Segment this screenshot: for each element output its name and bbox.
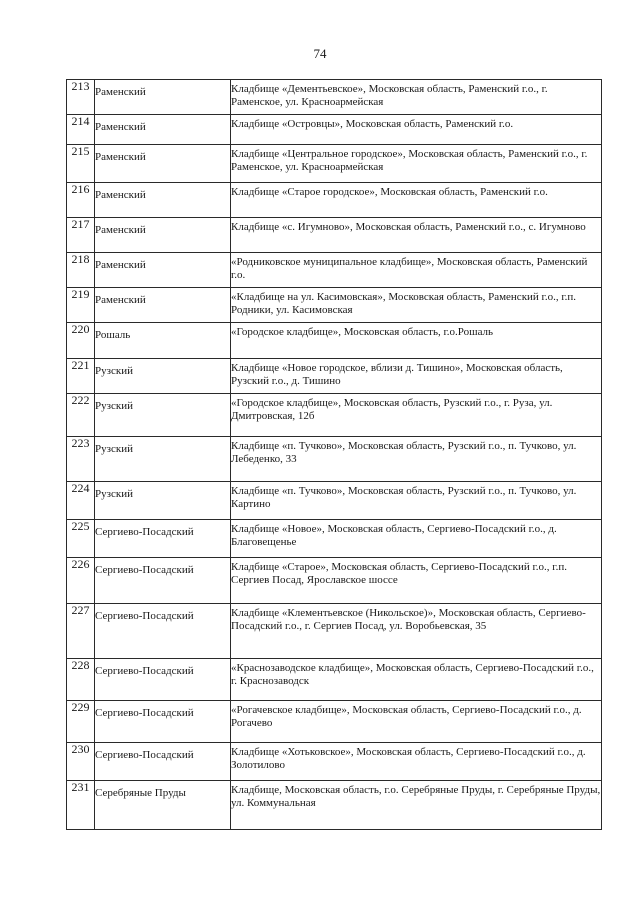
description-cell — [231, 482, 602, 520]
row-number: 224 — [71, 481, 90, 495]
row-number-cell — [67, 115, 95, 145]
table-row — [67, 323, 602, 359]
district-cell — [95, 394, 231, 437]
district-name: Сергиево-Посадский — [95, 749, 194, 761]
row-number: 213 — [71, 79, 90, 93]
cemetery-description: Кладбище «п. Тучково», Московская область, Рузский г.о., п. Тучково, ул. Картино — [231, 485, 577, 510]
cemetery-description: Кладбище «Клементьевское (Никольское)», Московская область, Сергиево-Посадский г.о., г. Сергиев Посад, ул. Воробьевская, 35 — [231, 607, 586, 632]
district-cell — [95, 253, 231, 288]
district-cell — [95, 80, 231, 115]
district-cell — [95, 743, 231, 781]
cemetery-description: «Городское кладбище», Московская область, Рузский г.о., г. Руза, ул. Дмитровская, 12б — [231, 397, 553, 422]
cemetery-description: Кладбище «Старое городское», Московская область, Раменский г.о. — [231, 186, 548, 198]
district-name: Рошаль — [95, 329, 131, 341]
row-number-cell — [67, 323, 95, 359]
district-name: Рузский — [95, 400, 133, 412]
district-cell — [95, 482, 231, 520]
description-cell — [231, 288, 602, 323]
row-number: 230 — [71, 742, 90, 756]
row-number: 215 — [71, 144, 90, 158]
row-number-cell — [67, 288, 95, 323]
description-cell — [231, 145, 602, 183]
row-number-cell — [67, 145, 95, 183]
district-cell — [95, 183, 231, 218]
row-number-cell — [67, 437, 95, 482]
row-number-cell — [67, 359, 95, 394]
district-name: Раменский — [95, 294, 146, 306]
description-cell — [231, 80, 602, 115]
cemetery-description: Кладбище «Центральное городское», Московская область, Раменский г.о., г. Раменское, ул. Красноармейская — [231, 148, 588, 173]
description-cell — [231, 437, 602, 482]
district-name: Сергиево-Посадский — [95, 526, 194, 538]
row-number-cell — [67, 604, 95, 659]
description-cell — [231, 323, 602, 359]
district-name: Серебряные Пруды — [95, 787, 186, 799]
row-number: 229 — [71, 700, 90, 714]
table-row — [67, 482, 602, 520]
row-number: 225 — [71, 519, 90, 533]
district-cell — [95, 520, 231, 558]
description-cell — [231, 218, 602, 253]
row-number: 231 — [71, 780, 90, 794]
district-cell — [95, 115, 231, 145]
row-number: 218 — [71, 252, 90, 266]
cemetery-description: Кладбище «Островцы», Московская область, Раменский г.о. — [231, 118, 514, 130]
description-cell — [231, 604, 602, 659]
row-number-cell — [67, 394, 95, 437]
description-cell — [231, 394, 602, 437]
row-number-cell — [67, 781, 95, 830]
district-name: Рузский — [95, 443, 133, 455]
district-cell — [95, 558, 231, 604]
description-cell — [231, 558, 602, 604]
row-number-cell — [67, 183, 95, 218]
description-cell — [231, 659, 602, 701]
page-number: 74 — [313, 46, 327, 61]
table-row — [67, 558, 602, 604]
district-name: Раменский — [95, 224, 146, 236]
district-name: Раменский — [95, 151, 146, 163]
description-cell — [231, 781, 602, 830]
row-number-cell — [67, 253, 95, 288]
table-row — [67, 520, 602, 558]
district-name: Раменский — [95, 189, 146, 201]
row-number-cell — [67, 659, 95, 701]
cemetery-description: «Краснозаводское кладбище», Московская область, Сергиево-Посадский г.о., г. Краснозаводск — [231, 662, 594, 687]
row-number: 221 — [71, 358, 90, 372]
cemetery-description: Кладбище «Старое», Московская область, Сергиево-Посадский г.о., г.п. Сергиев Посад, Ярославское шоссе — [231, 561, 567, 586]
table-row — [67, 359, 602, 394]
row-number: 214 — [71, 114, 90, 128]
district-name: Раменский — [95, 259, 146, 271]
description-cell — [231, 183, 602, 218]
row-number: 220 — [71, 322, 90, 336]
description-cell — [231, 520, 602, 558]
table-row — [67, 394, 602, 437]
district-cell — [95, 323, 231, 359]
district-name: Раменский — [95, 86, 146, 98]
table-row — [67, 743, 602, 781]
cemetery-description: «Родниковское муниципальное кладбище», Московская область, Раменский г.о. — [231, 256, 588, 281]
table-row — [67, 183, 602, 218]
district-cell — [95, 288, 231, 323]
district-name: Рузский — [95, 365, 133, 377]
description-cell — [231, 115, 602, 145]
row-number: 223 — [71, 436, 90, 450]
cemetery-description: Кладбище «Новое городское, вблизи д. Тишино», Московская область, Рузский г.о., д. Тишино — [231, 362, 563, 387]
cemetery-description: «Рогачевское кладбище», Московская область, Сергиево-Посадский г.о., д. Рогачево — [231, 704, 582, 729]
row-number: 222 — [71, 393, 90, 407]
table-row — [67, 253, 602, 288]
table-row — [67, 604, 602, 659]
table-row — [67, 115, 602, 145]
table-row — [67, 659, 602, 701]
table-row — [67, 145, 602, 183]
description-cell — [231, 701, 602, 743]
row-number: 227 — [71, 603, 90, 617]
row-number-cell — [67, 218, 95, 253]
district-name: Рузский — [95, 488, 133, 500]
row-number: 216 — [71, 182, 90, 196]
row-number: 217 — [71, 217, 90, 231]
description-cell — [231, 743, 602, 781]
row-number: 219 — [71, 287, 90, 301]
cemetery-description: Кладбище, Московская область, г.о. Серебряные Пруды, г. Серебряные Пруды, ул. Коммунальная — [231, 784, 601, 809]
district-name: Сергиево-Посадский — [95, 564, 194, 576]
row-number: 226 — [71, 557, 90, 571]
cemetery-description: Кладбище «с. Игумново», Московская область, Раменский г.о., с. Игумново — [231, 221, 586, 233]
district-cell — [95, 781, 231, 830]
district-name: Сергиево-Посадский — [95, 665, 194, 677]
district-cell — [95, 359, 231, 394]
table-row — [67, 437, 602, 482]
district-cell — [95, 701, 231, 743]
table-row — [67, 288, 602, 323]
district-name: Сергиево-Посадский — [95, 610, 194, 622]
cemetery-registry-table — [66, 79, 602, 830]
district-cell — [95, 437, 231, 482]
row-number-cell — [67, 743, 95, 781]
district-name: Раменский — [95, 121, 146, 133]
row-number-cell — [67, 482, 95, 520]
district-cell — [95, 218, 231, 253]
cemetery-description: Кладбище «Дементьевское», Московская область, Раменский г.о., г. Раменское, ул. Красноармейская — [231, 83, 548, 108]
cemetery-description: «Городское кладбище», Московская область, г.о.Рошаль — [231, 326, 494, 338]
table-row — [67, 80, 602, 115]
description-cell — [231, 359, 602, 394]
row-number: 228 — [71, 658, 90, 672]
cemetery-description: Кладбище «Хотьковское», Московская область, Сергиево-Посадский г.о., д. Золотилово — [231, 746, 586, 771]
district-cell — [95, 604, 231, 659]
cemetery-description: «Кладбище на ул. Касимовская», Московская область, Раменский г.о., г.п. Родники, ул. Касимовская — [231, 291, 576, 316]
table-row — [67, 218, 602, 253]
cemetery-description: Кладбище «Новое», Московская область, Сергиево-Посадский г.о., д. Благовещенье — [231, 523, 557, 548]
district-name: Сергиево-Посадский — [95, 707, 194, 719]
description-cell — [231, 253, 602, 288]
cemetery-description: Кладбище «п. Тучково», Московская область, Рузский г.о., п. Тучково, ул. Лебеденко, 33 — [231, 440, 577, 465]
district-cell — [95, 145, 231, 183]
row-number-cell — [67, 558, 95, 604]
row-number-cell — [67, 520, 95, 558]
table-row — [67, 701, 602, 743]
row-number-cell — [67, 80, 95, 115]
district-cell — [95, 659, 231, 701]
table-row — [67, 781, 602, 830]
row-number-cell — [67, 701, 95, 743]
